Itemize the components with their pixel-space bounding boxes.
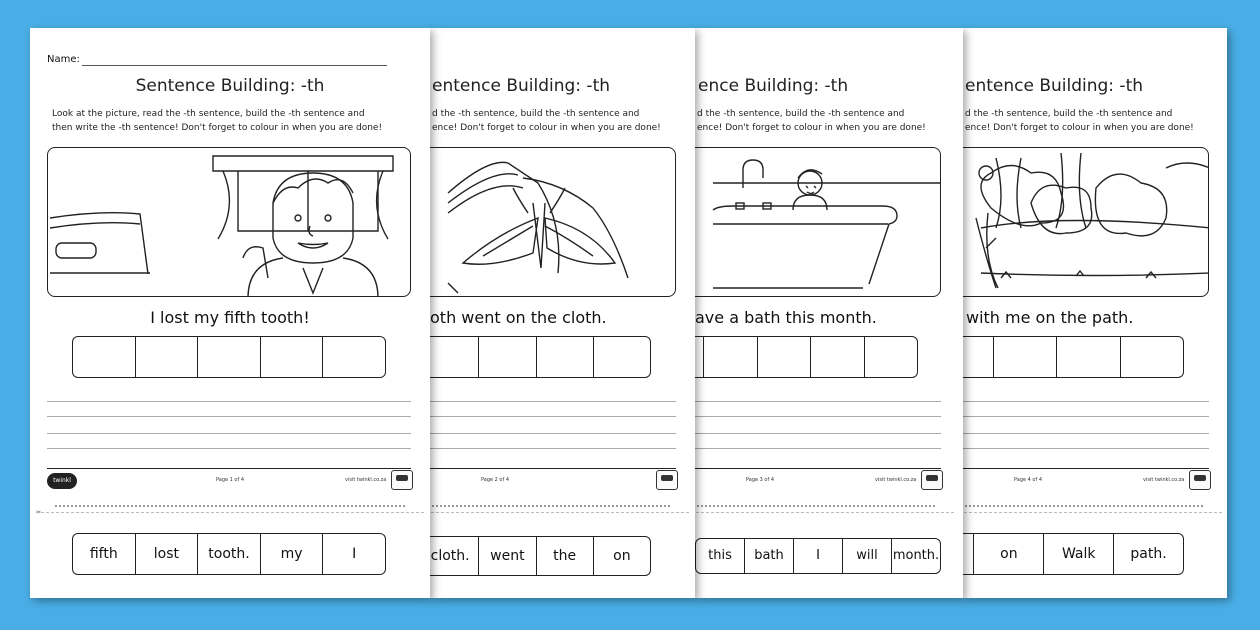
- word-card[interactable]: path.: [1130, 546, 1167, 562]
- picture-boy-lost-tooth: [47, 147, 411, 297]
- page-number: Page 4 of 4: [1013, 477, 1043, 483]
- word-boxes: [963, 336, 1184, 378]
- twinkl-badge-icon: [921, 470, 943, 490]
- worksheet-page-4: [963, 28, 1227, 598]
- word-card[interactable]: I: [794, 539, 843, 573]
- cut-out-words: [430, 536, 651, 576]
- word-card[interactable]: on: [974, 534, 1044, 574]
- word-card[interactable]: [963, 534, 974, 574]
- visit-url: visit twinkl.co.za: [345, 477, 387, 483]
- word-card[interactable]: Walk: [1044, 534, 1114, 574]
- instructions: d the -th sentence, build the -th sentence and ence! Don't forget to colour in when you are done!: [697, 109, 926, 133]
- word-box[interactable]: [198, 337, 261, 377]
- instructions: d the -th sentence, build the -th sentence and ence! Don't forget to colour in when you are done!: [965, 109, 1194, 133]
- word-card[interactable]: fifth: [73, 534, 136, 574]
- target-sentence: oth went on the cloth.: [430, 308, 607, 327]
- word-card[interactable]: my: [261, 534, 324, 574]
- word-card[interactable]: this: [696, 539, 745, 573]
- word-card[interactable]: will: [843, 539, 892, 573]
- word-card[interactable]: month.: [892, 548, 940, 563]
- picture-moth-on-cloth: [430, 147, 676, 297]
- word-card[interactable]: on: [613, 548, 631, 564]
- twinkl-logo-icon: twinkl: [47, 473, 77, 489]
- word-boxes: [430, 336, 651, 378]
- visit-url: visit twinkl.co.za: [875, 477, 917, 483]
- worksheet-title: ence Building: -th: [698, 76, 849, 96]
- word-card[interactable]: tooth.: [198, 534, 261, 574]
- word-card[interactable]: the: [537, 537, 594, 575]
- name-field[interactable]: [82, 65, 387, 66]
- twinkl-badge-icon: [656, 470, 678, 490]
- word-boxes: [695, 336, 918, 378]
- writing-line[interactable]: [47, 433, 411, 434]
- writing-line[interactable]: [47, 416, 411, 417]
- page-number: Page 3 of 4: [745, 477, 775, 483]
- word-boxes: [72, 336, 386, 378]
- word-box[interactable]: [261, 337, 324, 377]
- cut-out-words: [72, 533, 386, 575]
- writing-line[interactable]: [47, 448, 411, 449]
- cut-out-words: [695, 538, 941, 574]
- worksheet-page-3: [695, 28, 963, 598]
- picture-boy-in-bath: [695, 147, 941, 297]
- picture-park-path: [963, 147, 1209, 297]
- target-sentence: ave a bath this month.: [695, 308, 877, 327]
- target-sentence: with me on the path.: [966, 308, 1134, 327]
- worksheet-title: Sentence Building: -th: [135, 76, 325, 96]
- instructions: d the -th sentence, build the -th sentence and ence! Don't forget to colour in when you are done!: [432, 109, 661, 133]
- word-card[interactable]: I: [352, 546, 357, 562]
- cut-out-words: [963, 533, 1184, 575]
- twinkl-badge-icon: [1189, 470, 1211, 490]
- word-card[interactable]: went: [479, 537, 536, 575]
- worksheet-title: entence Building: -th: [965, 76, 1144, 96]
- scissors-icon: ✂: [36, 509, 42, 516]
- writing-line[interactable]: [47, 401, 411, 402]
- page-number: Page 1 of 4: [215, 477, 245, 483]
- word-box[interactable]: [136, 337, 199, 377]
- word-box[interactable]: [73, 337, 136, 377]
- worksheet-title: entence Building: -th: [432, 76, 611, 96]
- word-card[interactable]: bath: [745, 539, 794, 573]
- twinkl-badge-icon: [391, 470, 413, 490]
- instructions: Look at the picture, read the -th sentence, build the -th sentence and then write the -th sentence! Don't forget to colour in when you are done!: [52, 109, 383, 133]
- visit-url: visit twinkl.co.za: [1143, 477, 1185, 483]
- worksheet-page-1: [30, 28, 430, 598]
- word-box[interactable]: [323, 337, 385, 377]
- worksheet-page-2: [430, 28, 695, 598]
- word-card[interactable]: cloth.: [430, 537, 479, 575]
- name-label: Name:: [47, 54, 80, 65]
- word-card[interactable]: lost: [136, 534, 199, 574]
- target-sentence: I lost my fifth tooth!: [150, 308, 310, 327]
- page-number: Page 2 of 4: [480, 477, 510, 483]
